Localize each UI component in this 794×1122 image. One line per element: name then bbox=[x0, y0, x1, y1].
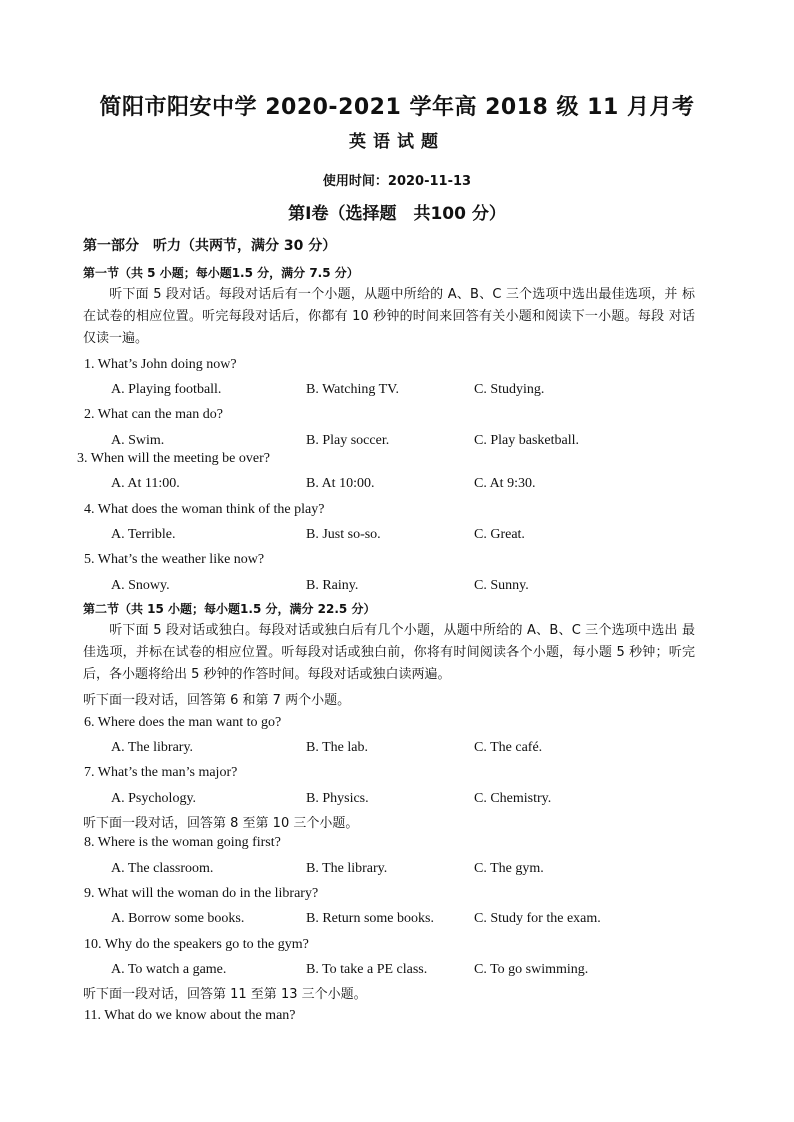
question-7-option-b[interactable]: B. Physics. bbox=[306, 791, 369, 806]
question-9-stem: 9. What will the woman do in the library? bbox=[84, 886, 319, 901]
question-7-option-c[interactable]: C. Chemistry. bbox=[474, 791, 552, 806]
question-8-option-c[interactable]: C. The gym. bbox=[474, 861, 544, 876]
question-2-option-c[interactable]: C. Play basketball. bbox=[474, 433, 579, 448]
section1-instructions bbox=[83, 284, 695, 350]
question-10-option-a[interactable]: A. To watch a game. bbox=[111, 962, 227, 977]
question-4-option-b[interactable]: B. Just so-so. bbox=[306, 527, 381, 542]
section2-heading: 第二节（共 15 小题；每小题1.5 分，满分 22.5 分） bbox=[83, 602, 376, 616]
exam-date: 使用时间：2020-11-13 bbox=[322, 174, 472, 189]
section1-heading: 第一节（共 5 小题；每小题1.5 分，满分 7.5 分） bbox=[83, 266, 359, 280]
question-5-option-b[interactable]: B. Rainy. bbox=[306, 578, 359, 593]
question-9-option-b[interactable]: B. Return some books. bbox=[306, 911, 434, 926]
question-7-option-a[interactable]: A. Psychology. bbox=[111, 791, 197, 806]
question-6-stem: 6. Where does the man want to go? bbox=[84, 715, 282, 730]
section2-instructions-text: 听下面 5 段对话或独白。每段对话或独白后有几个小题，从题中所给的 A、B、C 三个选项中选出 最佳选项，并标在试卷的相应位置。听每段对话或独白前，你将有时间阅读各个小题，每小题 5 秒钟；听完后，各小题将给出 5 秒钟的作答时间。每段对话或独白读两遍。 bbox=[83, 623, 695, 682]
question-9-option-c[interactable]: C. Study for the exam. bbox=[474, 911, 601, 926]
exam-title: 简阳市阳安中学 2020-2021 学年高 2018 级 11 月月考 bbox=[99, 95, 695, 120]
question-6-option-a[interactable]: A. The library. bbox=[111, 740, 194, 755]
dialogue-note-1: 听下面一段对话，回答第 6 和第 7 两个小题。 bbox=[83, 693, 351, 708]
question-7-stem: 7. What’s the man’s major? bbox=[84, 765, 238, 780]
question-9-option-a[interactable]: A. Borrow some books. bbox=[111, 911, 245, 926]
question-4-option-c[interactable]: C. Great. bbox=[474, 527, 525, 542]
question-4-stem: 4. What does the woman think of the play? bbox=[84, 502, 325, 517]
section2-instructions bbox=[83, 620, 695, 686]
question-3-option-a[interactable]: A. At 11:00. bbox=[111, 476, 180, 491]
question-2-stem: 2. What can the man do? bbox=[84, 407, 223, 422]
question-5-option-c[interactable]: C. Sunny. bbox=[474, 578, 529, 593]
question-5-option-a[interactable]: A. Snowy. bbox=[111, 578, 170, 593]
question-8-option-b[interactable]: B. The library. bbox=[306, 861, 388, 876]
dialogue-note-2: 听下面一段对话，回答第 8 至第 10 三个小题。 bbox=[83, 816, 359, 831]
question-8-option-a[interactable]: A. The classroom. bbox=[111, 861, 214, 876]
section1-instructions-text: 听下面 5 段对话。每段对话后有一个小题，从题中所给的 A、B、C 三个选项中选出最佳选项，并 标在试卷的相应位置。听完每段对话后，你都有 10 秒钟的时间来回答有关小题和阅读下一小题。每段 对话仅读一遍。 bbox=[83, 287, 695, 346]
exam-subtitle: 英语试题 bbox=[349, 132, 445, 152]
question-4-option-a[interactable]: A. Terrible. bbox=[111, 527, 176, 542]
question-3-stem: 3. When will the meeting be over? bbox=[77, 451, 270, 466]
question-10-option-c[interactable]: C. To go swimming. bbox=[474, 962, 589, 977]
question-1-option-c[interactable]: C. Studying. bbox=[474, 382, 545, 397]
part1-heading: 第一部分 听力（共两节，满分 30 分） bbox=[83, 238, 337, 254]
question-1-option-a[interactable]: A. Playing football. bbox=[111, 382, 222, 397]
volume-heading: 第Ⅰ卷（选择题 共100 分） bbox=[288, 204, 506, 224]
question-3-option-c[interactable]: C. At 9:30. bbox=[474, 476, 536, 491]
question-8-stem: 8. Where is the woman going first? bbox=[84, 835, 281, 850]
dialogue-note-3: 听下面一段对话，回答第 11 至第 13 三个小题。 bbox=[83, 987, 367, 1002]
question-1-stem: 1. What’s John doing now? bbox=[84, 357, 237, 372]
question-1-option-b[interactable]: B. Watching TV. bbox=[306, 382, 399, 397]
question-11-stem: 11. What do we know about the man? bbox=[84, 1008, 296, 1023]
question-6-option-c[interactable]: C. The café. bbox=[474, 740, 543, 755]
question-6-option-b[interactable]: B. The lab. bbox=[306, 740, 368, 755]
question-10-option-b[interactable]: B. To take a PE class. bbox=[306, 962, 428, 977]
question-2-option-a[interactable]: A. Swim. bbox=[111, 433, 165, 448]
question-2-option-b[interactable]: B. Play soccer. bbox=[306, 433, 390, 448]
question-3-option-b[interactable]: B. At 10:00. bbox=[306, 476, 375, 491]
question-5-stem: 5. What’s the weather like now? bbox=[84, 552, 265, 567]
question-10-stem: 10. Why do the speakers go to the gym? bbox=[84, 937, 309, 952]
